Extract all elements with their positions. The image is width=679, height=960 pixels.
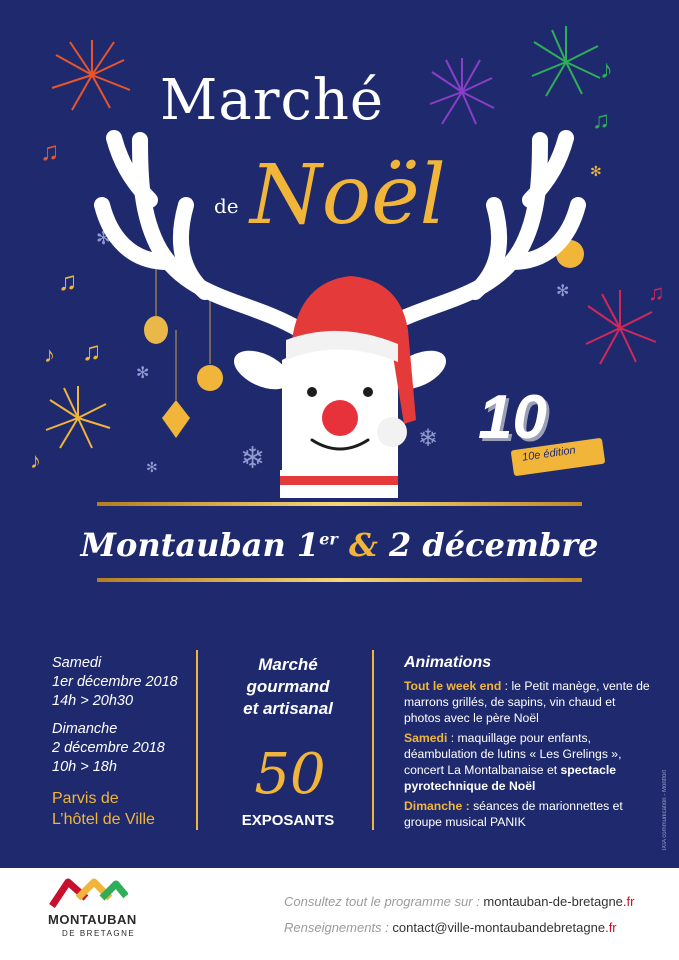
dates-banner xyxy=(0,526,679,564)
program-line xyxy=(284,894,634,909)
gold-divider-top xyxy=(97,502,582,506)
music-note-icon: ♪ xyxy=(30,448,41,473)
dates-amp: & xyxy=(348,526,378,564)
contact-label: Renseignements : xyxy=(284,920,393,935)
program-label: Consultez tout le programme sur : xyxy=(284,894,484,909)
saturday-label: Samedi xyxy=(404,731,448,745)
contact-tld: .fr xyxy=(605,920,617,935)
title-de: de xyxy=(214,194,239,218)
sunday-text: séances de marionnettes et groupe musical PANIK xyxy=(404,799,623,829)
animations-sunday xyxy=(404,798,654,830)
music-note-icon: ♫ xyxy=(58,266,78,296)
place-line2: L’hôtel de Ville xyxy=(52,811,155,828)
sunday-day: Dimanche xyxy=(52,721,118,737)
snowflake-icon: ❄ xyxy=(418,425,439,452)
snowflake-icon: ✻ xyxy=(136,365,150,382)
program-tld: .fr xyxy=(622,894,635,909)
ornament-icon xyxy=(162,330,190,438)
fireworks-icon xyxy=(532,26,600,96)
footer xyxy=(0,868,679,960)
exhibitor-label: EXPOSANTS xyxy=(241,812,335,829)
event-place xyxy=(52,788,155,830)
title-noel: Noël xyxy=(250,148,446,243)
saturday-date: 1er décembre 2018 xyxy=(52,674,178,690)
sunday-hours: 10h > 18h xyxy=(52,759,117,775)
music-note-icon: ♫ xyxy=(648,280,665,305)
saturday-day: Samedi xyxy=(52,655,102,671)
fireworks-icon xyxy=(430,58,494,124)
market-line2: gourmand xyxy=(246,677,330,696)
saturday-text: : maquillage pour enfants, déambulation de lutins « Les Grelings », concert La Montalbanaise et xyxy=(404,731,622,777)
weekend-text: : le Petit manège, vente de marrons grillés, de sapins, vin chaud et photos avec le père Noël xyxy=(404,679,650,725)
music-note-icon: ♫ xyxy=(592,107,610,134)
dates-part1: Montauban 1 xyxy=(80,526,320,564)
logo-name: MONTAUBAN xyxy=(48,912,137,927)
logo-subtitle: DE BRETAGNE xyxy=(62,929,136,938)
place-line1: Parvis de xyxy=(52,790,119,807)
music-note-icon: ♫ xyxy=(82,336,102,366)
exhibitor-count: 50 xyxy=(254,742,326,807)
column-divider-left xyxy=(196,650,198,830)
animations-title: Animations xyxy=(404,654,492,671)
saturday-bold: spectacle pyrotechnique de Noël xyxy=(404,763,617,793)
dates-sup: er xyxy=(319,529,338,549)
fireworks-icon xyxy=(46,386,110,448)
snowflake-icon: ✻ xyxy=(590,163,602,179)
snowflake-icon: ❄ xyxy=(240,442,266,475)
schedule-saturday xyxy=(52,654,178,711)
program-domain: montauban-de-bretagne xyxy=(483,894,623,909)
contact-line xyxy=(284,920,617,935)
program-link[interactable] xyxy=(483,894,634,909)
market-heading xyxy=(218,654,358,720)
title-marche: Marché xyxy=(160,68,385,133)
edition-label: 10e édition xyxy=(521,444,577,464)
music-note-icon: ♫ xyxy=(40,136,60,166)
music-note-icon: ♪ xyxy=(44,342,55,367)
market-line1: Marché xyxy=(258,655,318,674)
sunday-label: Dimanche : xyxy=(404,799,470,813)
gold-divider-bottom xyxy=(97,578,582,582)
contact-link[interactable] xyxy=(392,920,616,935)
saturday-hours: 14h > 20h30 xyxy=(52,693,134,709)
montauban-logo-icon xyxy=(48,878,128,908)
fireworks-icon xyxy=(52,40,130,110)
schedule-sunday xyxy=(52,720,165,777)
animations-weekend xyxy=(404,678,654,726)
weekend-label: Tout le week end xyxy=(404,679,502,693)
dates-part2: 2 décembre xyxy=(388,526,599,564)
ornament-icon xyxy=(197,300,223,391)
snowflake-icon: ✻ xyxy=(556,283,570,300)
column-divider-right xyxy=(372,650,374,830)
market-line3: et artisanal xyxy=(243,699,333,718)
snowflake-icon: ✻ xyxy=(146,459,158,475)
snowflake-icon: ✻ xyxy=(96,228,112,248)
sunday-date: 2 décembre 2018 xyxy=(52,740,165,756)
animations-saturday xyxy=(404,730,654,794)
fireworks-icon xyxy=(586,290,656,364)
music-note-icon: ♪ xyxy=(600,54,613,84)
ornament-icon xyxy=(144,260,168,344)
contact-domain: contact@ville-montaubandebretagne xyxy=(392,920,606,935)
credit-text: IXIA communication - Montfort xyxy=(662,770,668,851)
edition-number: 10 xyxy=(478,383,547,452)
